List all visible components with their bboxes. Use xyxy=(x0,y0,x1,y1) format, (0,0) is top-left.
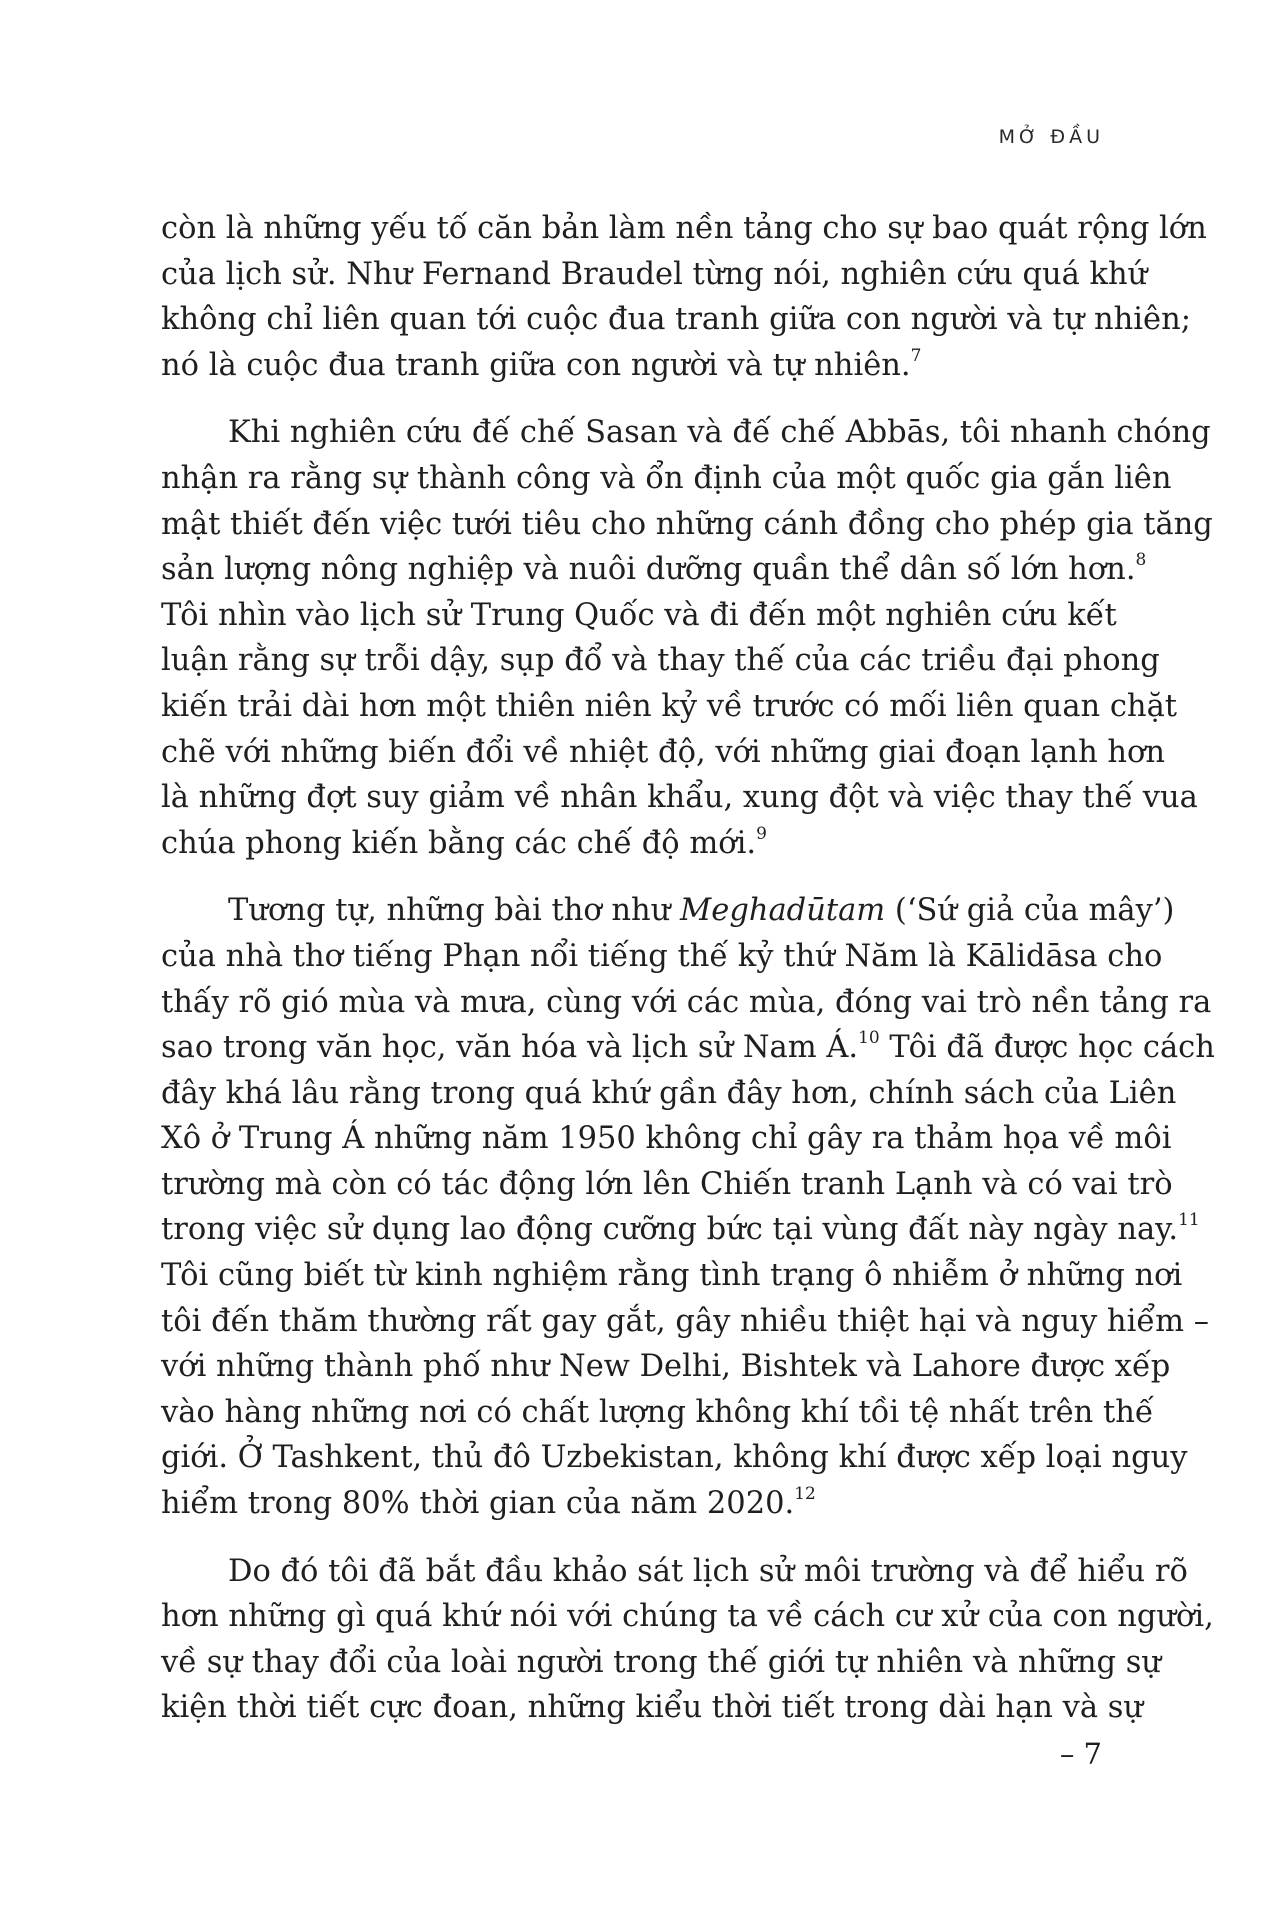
text-line: đây khá lâu rằng trong quá khứ gần đây hơn, chính sách của Liên xyxy=(161,1075,1177,1111)
text-line: Tôi cũng biết từ kinh nghiệm rằng tình trạng ô nhiễm ở những nơi xyxy=(161,1258,1183,1294)
text-line: giới. Ở Tashkent, thủ đô Uzbekistan, không khí được xếp loại nguy xyxy=(161,1440,1188,1476)
paragraph-2 xyxy=(161,410,1213,866)
paragraph-4 xyxy=(161,1549,1214,1731)
body-text xyxy=(161,206,1215,1753)
text-line: về sự thay đổi của loài người trong thế giới tự nhiên và những sự xyxy=(161,1644,1162,1680)
running-head: MỞ ĐẦU xyxy=(998,126,1104,148)
text-line: kiện thời tiết cực đoan, những kiểu thời tiết trong dài hạn và sự xyxy=(161,1690,1144,1726)
text-line: chẽ với những biến đổi về nhiệt độ, với những giai đoạn lạnh hơn xyxy=(161,734,1166,770)
page-number: – 7 xyxy=(1059,1737,1102,1771)
paragraph-1 xyxy=(161,206,1207,388)
text-line: luận rằng sự trỗi dậy, sụp đổ và thay thế của các triều đại phong xyxy=(161,643,1160,679)
text-line: hơn những gì quá khứ nói với chúng ta về cách cư xử của con người, xyxy=(161,1599,1214,1635)
footnote-ref[interactable]: 8 xyxy=(1135,550,1147,570)
text-line: mật thiết đến việc tưới tiêu cho những cánh đồng cho phép gia tăng xyxy=(161,506,1213,542)
text-line: nhận ra rằng sự thành công và ổn định của một quốc gia gắn liên xyxy=(161,460,1172,496)
footnote-ref[interactable]: 12 xyxy=(794,1483,816,1504)
text-line: chúa phong kiến bằng các chế độ mới.$^9$ xyxy=(161,823,767,861)
footnote-ref[interactable]: 9 xyxy=(756,823,767,844)
text-line: của lịch sử. Như Fernand Braudel từng nói, nghiên cứu quá khứ xyxy=(161,256,1148,292)
text-line: với những thành phố như New Delhi, Bishtek và Lahore được xếp xyxy=(161,1349,1171,1385)
text-line: kiến trải dài hơn một thiên niên kỷ về trước có mối liên quan chặt xyxy=(161,688,1178,724)
text-line: nó là cuộc đua tranh giữa con người và tự nhiên.$^7$ xyxy=(161,345,922,383)
text-line: trường mà còn có tác động lớn lên Chiến tranh Lạnh và có vai trò xyxy=(161,1166,1173,1202)
footnote-ref[interactable]: 7 xyxy=(910,345,922,366)
text-line: hiểm trong 80% thời gian của năm 2020.12 xyxy=(161,1483,816,1522)
footnote-ref[interactable]: 11 xyxy=(1178,1210,1200,1231)
text-line: Do đó tôi đã bắt đầu khảo sát lịch sử môi trường và để hiểu rõ xyxy=(228,1553,1188,1589)
text-line: Khi nghiên cứu đế chế Sasan và đế chế Abbās, tôi nhanh chóng xyxy=(228,415,1211,451)
text-line: không chỉ liên quan tới cuộc đua tranh giữa con người và tự nhiên; xyxy=(161,302,1192,338)
text-line: Xô ở Trung Á những năm 1950 không chỉ gây ra thảm họa về môi xyxy=(161,1121,1172,1157)
text-line: của nhà thơ tiếng Phạn nổi tiếng thế kỷ thứ Năm là Kālidāsa cho xyxy=(161,938,1163,974)
footnote-ref[interactable]: 10 xyxy=(858,1027,880,1048)
text-line: là những đợt suy giảm về nhân khẩu, xung đột và việc thay thế vua xyxy=(161,780,1198,816)
paragraph-3 xyxy=(161,888,1215,1526)
text-line: thấy rõ gió mùa và mưa, cùng với các mùa, đóng vai trò nền tảng ra xyxy=(161,984,1212,1020)
text-line: Tương tự, những bài thơ như Meghadūtam (‘Sứ giả của mây’) xyxy=(228,893,1175,929)
text-line: trong việc sử dụng lao động cưỡng bức tại vùng đất này ngày nay.$^{11}$ xyxy=(161,1210,1200,1248)
text-line: sao trong văn học, văn hóa và lịch sử Nam Á.$^{10}$ Tôi đã được học cách xyxy=(161,1027,1215,1066)
text-line: tôi đến thăm thường rất gay gắt, gây nhiều thiệt hại và nguy hiểm – xyxy=(161,1303,1209,1339)
text-line: vào hàng những nơi có chất lượng không khí tồi tệ nhất trên thế xyxy=(161,1394,1154,1430)
text-line: Tôi nhìn vào lịch sử Trung Quốc và đi đến một nghiên cứu kết xyxy=(161,597,1117,633)
text-line: còn là những yếu tố căn bản làm nền tảng cho sự bao quát rộng lớn xyxy=(161,211,1207,246)
poem-title: Meghadūtam xyxy=(680,893,886,929)
text-line: sản lượng nông nghiệp và nuôi dưỡng quần thể dân số lớn hơn.$^8$ xyxy=(161,550,1147,588)
